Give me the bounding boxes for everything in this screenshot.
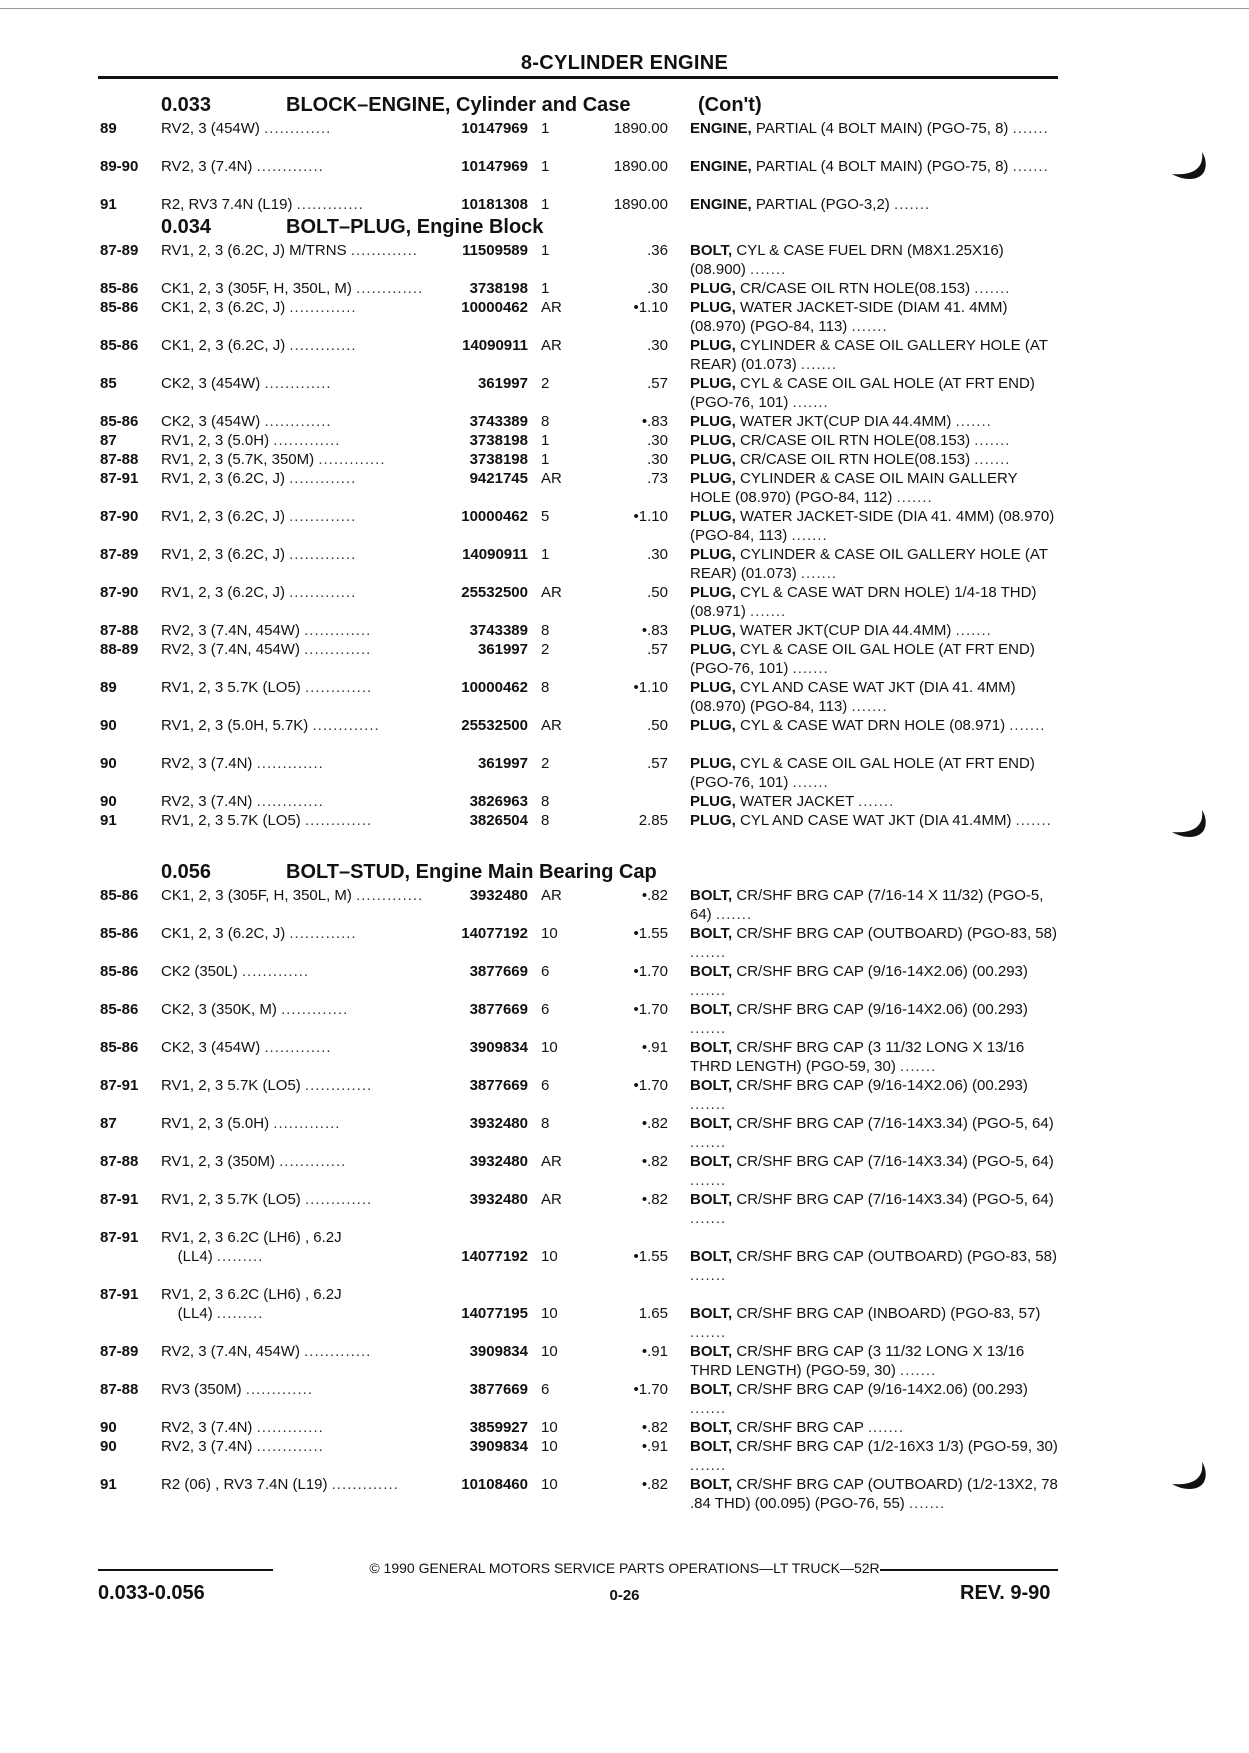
quantity: 1	[541, 158, 550, 175]
model-applicability: RV2, 3 (454W) .............	[161, 120, 332, 137]
part-number: 10000462	[461, 508, 528, 525]
year-range: 87-89	[100, 242, 139, 259]
part-description: BOLT, CR/SHF BRG CAP (9/16-14X2.06) (00.293) .......	[690, 1001, 1028, 1037]
part-number: 3743389	[469, 413, 528, 430]
part-description: PLUG, CR/CASE OIL RTN HOLE(08.153) .......	[690, 280, 1011, 297]
section-title: BLOCK–ENGINE, Cylinder and Case	[286, 94, 631, 116]
quantity: 2	[541, 375, 550, 392]
part-description: PLUG, WATER JKT(CUP DIA 44.4MM) .......	[690, 413, 992, 430]
table-row	[98, 119, 1058, 157]
year-range: 87-89	[100, 1343, 139, 1360]
table-row	[98, 374, 1058, 412]
section-title: BOLT–STUD, Engine Main Bearing Cap	[286, 861, 657, 883]
page-title: 8-CYLINDER ENGINE	[520, 52, 729, 74]
price: •.83	[641, 622, 668, 639]
model-applicability: RV3 (350M) .............	[161, 1381, 313, 1398]
part-description: BOLT, CR/SHF BRG CAP (7/16-14X3.34) (PGO-5, 64) .......	[690, 1153, 1054, 1189]
year-range: 87-88	[100, 451, 139, 468]
price: •1.70	[633, 963, 668, 980]
binder-clip-icon	[1168, 808, 1208, 842]
section-continued: (Con't)	[698, 94, 762, 116]
quantity: 1	[541, 120, 550, 137]
quantity: 10	[541, 1305, 558, 1322]
quantity: AR	[541, 470, 562, 487]
part-description: ENGINE, PARTIAL (4 BOLT MAIN) (PGO-75, 8) .......	[690, 158, 1049, 175]
model-applicability: RV1, 2, 3 6.2C (LH6) , 6.2J (LL4) .........	[161, 1229, 342, 1265]
section-number: 0.033	[161, 94, 212, 116]
price: 1.65	[638, 1305, 668, 1322]
model-applicability: RV1, 2, 3 (6.2C, J) .............	[161, 508, 357, 525]
quantity: AR	[541, 1153, 562, 1170]
quantity: 1	[541, 196, 550, 213]
table-row	[98, 1437, 1058, 1475]
year-range: 87-88	[100, 1153, 139, 1170]
year-range: 90	[100, 1438, 117, 1455]
quantity: AR	[541, 887, 562, 904]
year-range: 87	[100, 1115, 117, 1132]
part-number: 10000462	[461, 299, 528, 316]
part-number: 3932480	[469, 1115, 528, 1132]
table-row	[98, 1418, 1058, 1437]
model-applicability: R2 (06) , RV3 7.4N (L19) .............	[161, 1476, 399, 1493]
quantity: 10	[541, 1343, 558, 1360]
quantity: AR	[541, 337, 562, 354]
table-row	[98, 754, 1058, 792]
part-number: 25532500	[461, 717, 528, 734]
quantity: 6	[541, 963, 550, 980]
price: •.83	[641, 413, 668, 430]
part-description: BOLT, CR/SHF BRG CAP (9/16-14X2.06) (00.293) .......	[690, 1381, 1028, 1417]
quantity: 1	[541, 546, 550, 563]
part-number: 361997	[477, 755, 528, 772]
top-edge-rule	[0, 8, 1249, 9]
quantity: 10	[541, 1248, 558, 1265]
price: •.82	[641, 1153, 668, 1170]
price: .57	[647, 641, 668, 658]
price: •1.10	[633, 679, 668, 696]
quantity: 10	[541, 925, 558, 942]
quantity: 1	[541, 280, 550, 297]
table-row	[98, 1000, 1058, 1038]
year-range: 87-89	[100, 546, 139, 563]
part-number: 3932480	[469, 887, 528, 904]
section-heading	[98, 214, 1058, 241]
part-description: BOLT, CR/SHF BRG CAP (1/2-16X3 1/3) (PGO-59, 30) .......	[690, 1438, 1058, 1474]
price: •1.70	[633, 1077, 668, 1094]
quantity: 10	[541, 1438, 558, 1455]
table-row	[98, 1076, 1058, 1114]
table-row	[98, 1342, 1058, 1380]
year-range: 87-88	[100, 1381, 139, 1398]
model-applicability: CK1, 2, 3 (305F, H, 350L, M) .............	[161, 280, 424, 297]
part-number: 14090911	[462, 337, 528, 354]
year-range: 87-91	[100, 1077, 139, 1094]
model-applicability: CK2, 3 (454W) .............	[161, 375, 332, 392]
model-applicability: RV1, 2, 3 6.2C (LH6) , 6.2J (LL4) .........	[161, 1286, 342, 1322]
year-range: 87-91	[100, 470, 139, 487]
year-range: 85	[100, 375, 117, 392]
section-heading	[98, 859, 1058, 886]
model-applicability: CK1, 2, 3 (6.2C, J) .............	[161, 299, 357, 316]
part-description: PLUG, CYL & CASE OIL GAL HOLE (AT FRT END) (PGO-76, 101) .......	[690, 641, 1035, 677]
price: •.82	[641, 1191, 668, 1208]
quantity: 10	[541, 1039, 558, 1056]
part-description: PLUG, CR/CASE OIL RTN HOLE(08.153) .......	[690, 432, 1011, 449]
part-number: 14077195	[461, 1305, 528, 1322]
year-range: 87-90	[100, 508, 139, 525]
quantity: 2	[541, 755, 550, 772]
table-row	[98, 640, 1058, 678]
year-range: 85-86	[100, 1039, 139, 1056]
quantity: AR	[541, 1191, 562, 1208]
model-applicability: CK2, 3 (350K, M) .............	[161, 1001, 349, 1018]
year-range: 89	[100, 679, 117, 696]
price: .73	[647, 470, 668, 487]
quantity: 1	[541, 432, 550, 449]
quantity: 1	[541, 451, 550, 468]
model-applicability: RV1, 2, 3 (5.0H) .............	[161, 432, 341, 449]
part-description: PLUG, CYL AND CASE WAT JKT (DIA 41. 4MM) (08.970) (PGO-84, 113) .......	[690, 679, 1016, 715]
part-description: PLUG, CYL AND CASE WAT JKT (DIA 41.4MM) .......	[690, 812, 1052, 829]
footer-page-number: 0-26	[609, 1587, 640, 1604]
part-number: 3826504	[469, 812, 528, 829]
price: •1.70	[633, 1001, 668, 1018]
table-row	[98, 792, 1058, 811]
table-row	[98, 431, 1058, 450]
part-description: BOLT, CR/SHF BRG CAP (7/16-14X3.34) (PGO-5, 64) .......	[690, 1115, 1054, 1151]
table-row	[98, 469, 1058, 507]
price: •.82	[641, 1419, 668, 1436]
model-applicability: RV1, 2, 3 (350M) .............	[161, 1153, 347, 1170]
part-description: BOLT, CR/SHF BRG CAP (7/16-14X3.34) (PGO-5, 64) .......	[690, 1191, 1054, 1227]
quantity: 8	[541, 413, 550, 430]
part-number: 3877669	[469, 1001, 528, 1018]
quantity: 10	[541, 1476, 558, 1493]
year-range: 85-86	[100, 337, 139, 354]
part-number: 14077192	[461, 1248, 528, 1265]
part-description: BOLT, CR/SHF BRG CAP (OUTBOARD) (PGO-83, 58) .......	[690, 925, 1057, 961]
model-applicability: R2, RV3 7.4N (L19) .............	[161, 196, 364, 213]
model-applicability: RV1, 2, 3 (5.0H, 5.7K) .............	[161, 717, 380, 734]
model-applicability: RV1, 2, 3 (6.2C, J) M/TRNS .............	[161, 242, 418, 259]
part-description: PLUG, WATER JACKET .......	[690, 793, 895, 810]
table-row	[98, 962, 1058, 1000]
price: •.91	[641, 1438, 668, 1455]
price: •1.55	[633, 925, 668, 942]
year-range: 91	[100, 196, 117, 213]
model-applicability: RV2, 3 (7.4N) .............	[161, 158, 324, 175]
part-description: PLUG, CYL & CASE WAT DRN HOLE) 1/4-18 THD) (08.971) .......	[690, 584, 1037, 620]
part-description: BOLT, CR/SHF BRG CAP (INBOARD) (PGO-83, 57) .......	[690, 1305, 1041, 1341]
year-range: 85-86	[100, 280, 139, 297]
model-applicability: RV1, 2, 3 (6.2C, J) .............	[161, 546, 357, 563]
part-description: BOLT, CR/SHF BRG CAP .......	[690, 1419, 904, 1436]
quantity: 10	[541, 1419, 558, 1436]
section-number: 0.056	[161, 861, 212, 883]
section-title: BOLT–PLUG, Engine Block	[286, 216, 544, 238]
price: .30	[647, 546, 668, 563]
model-applicability: RV1, 2, 3 5.7K (LO5) .............	[161, 1191, 373, 1208]
price: •.82	[641, 887, 668, 904]
part-description: PLUG, CYLINDER & CASE OIL MAIN GALLERY HOLE (08.970) (PGO-84, 112) .......	[690, 470, 1018, 506]
part-number: 361997	[477, 641, 528, 658]
table-row	[98, 298, 1058, 336]
part-number: 3877669	[469, 1077, 528, 1094]
table-row	[98, 1114, 1058, 1152]
parts-listing	[98, 92, 1058, 1532]
table-row	[98, 1152, 1058, 1190]
part-description: BOLT, CR/SHF BRG CAP (3 11/32 LONG X 13/16 THRD LENGTH) (PGO-59, 30) .......	[690, 1039, 1025, 1075]
year-range: 91	[100, 1476, 117, 1493]
part-number: 3743389	[469, 622, 528, 639]
part-description: PLUG, CYL & CASE OIL GAL HOLE (AT FRT END) (PGO-76, 101) .......	[690, 375, 1035, 411]
part-number: 9421745	[469, 470, 528, 487]
year-range: 89-90	[100, 158, 139, 175]
part-description: PLUG, CYLINDER & CASE OIL GALLERY HOLE (AT REAR) (01.073) .......	[690, 546, 1048, 582]
year-range: 85-86	[100, 299, 139, 316]
table-row	[98, 1475, 1058, 1532]
price: •1.10	[633, 299, 668, 316]
quantity: 8	[541, 679, 550, 696]
table-row	[98, 621, 1058, 640]
price: •.91	[641, 1039, 668, 1056]
model-applicability: RV1, 2, 3 (5.7K, 350M) .............	[161, 451, 386, 468]
model-applicability: RV1, 2, 3 (6.2C, J) .............	[161, 584, 357, 601]
table-row	[98, 1190, 1058, 1228]
binder-clip-icon	[1168, 1460, 1208, 1494]
footer-copyright: © 1990 GENERAL MOTORS SERVICE PARTS OPERATIONS—LT TRUCK—52R	[369, 1560, 880, 1576]
part-number: 3909834	[469, 1343, 528, 1360]
year-range: 85-86	[100, 963, 139, 980]
quantity: 8	[541, 1115, 550, 1132]
model-applicability: RV1, 2, 3 5.7K (LO5) .............	[161, 679, 373, 696]
footer-revision: REV. 9-90	[960, 1582, 1051, 1604]
footer-section-range: 0.033-0.056	[98, 1582, 205, 1604]
model-applicability: CK1, 2, 3 (6.2C, J) .............	[161, 925, 357, 942]
part-number: 3738198	[469, 432, 528, 449]
quantity: AR	[541, 299, 562, 316]
price: •.82	[641, 1115, 668, 1132]
quantity: 6	[541, 1001, 550, 1018]
year-range: 87-88	[100, 622, 139, 639]
part-number: 14090911	[462, 546, 528, 563]
year-range: 87-91	[100, 1286, 139, 1303]
part-number: 10000462	[461, 679, 528, 696]
table-row	[98, 241, 1058, 279]
table-row	[98, 716, 1058, 754]
quantity: 8	[541, 812, 550, 829]
model-applicability: CK1, 2, 3 (6.2C, J) .............	[161, 337, 357, 354]
price: .30	[647, 280, 668, 297]
quantity: AR	[541, 717, 562, 734]
model-applicability: CK2, 3 (454W) .............	[161, 413, 332, 430]
price: .30	[647, 432, 668, 449]
table-row	[98, 1285, 1058, 1342]
part-number: 3859927	[469, 1419, 528, 1436]
part-number: 3909834	[469, 1039, 528, 1056]
price: •1.70	[633, 1381, 668, 1398]
table-row	[98, 1228, 1058, 1285]
part-number: 3877669	[469, 1381, 528, 1398]
year-range: 91	[100, 812, 117, 829]
table-row	[98, 336, 1058, 374]
quantity: 8	[541, 793, 550, 810]
quantity: 5	[541, 508, 550, 525]
table-row	[98, 450, 1058, 469]
table-row	[98, 507, 1058, 545]
price: 2.85	[638, 812, 668, 829]
part-description: ENGINE, PARTIAL (PGO-3,2) .......	[690, 196, 931, 213]
part-description: PLUG, WATER JKT(CUP DIA 44.4MM) .......	[690, 622, 992, 639]
price: 1890.00	[613, 196, 668, 213]
model-applicability: RV2, 3 (7.4N, 454W) .............	[161, 622, 372, 639]
part-description: PLUG, CR/CASE OIL RTN HOLE(08.153) .......	[690, 451, 1011, 468]
model-applicability: RV2, 3 (7.4N) .............	[161, 793, 324, 810]
price: .36	[647, 242, 668, 259]
model-applicability: RV2, 3 (7.4N, 454W) .............	[161, 641, 372, 658]
year-range: 90	[100, 793, 117, 810]
year-range: 85-86	[100, 413, 139, 430]
part-number: 10181308	[461, 196, 528, 213]
price: •1.10	[633, 508, 668, 525]
table-row	[98, 678, 1058, 716]
quantity: 1	[541, 242, 550, 259]
price: 1890.00	[613, 158, 668, 175]
table-row	[98, 157, 1058, 195]
table-row	[98, 811, 1058, 849]
part-number: 361997	[477, 375, 528, 392]
part-description: PLUG, WATER JACKET-SIDE (DIA 41. 4MM) (08.970) (PGO-84, 113) .......	[690, 508, 1055, 544]
year-range: 88-89	[100, 641, 139, 658]
model-applicability: RV2, 3 (7.4N) .............	[161, 1438, 324, 1455]
price: 1890.00	[613, 120, 668, 137]
model-applicability: RV1, 2, 3 5.7K (LO5) .............	[161, 812, 373, 829]
quantity: 2	[541, 641, 550, 658]
quantity: AR	[541, 584, 562, 601]
price: .57	[647, 375, 668, 392]
part-number: 14077192	[461, 925, 528, 942]
year-range: 85-86	[100, 887, 139, 904]
part-number: 3738198	[469, 451, 528, 468]
quantity: 6	[541, 1077, 550, 1094]
part-description: BOLT, CR/SHF BRG CAP (3 11/32 LONG X 13/16 THRD LENGTH) (PGO-59, 30) .......	[690, 1343, 1025, 1379]
table-row	[98, 1038, 1058, 1076]
part-description: PLUG, CYLINDER & CASE OIL GALLERY HOLE (AT REAR) (01.073) .......	[690, 337, 1048, 373]
year-range: 87-90	[100, 584, 139, 601]
price: .50	[647, 584, 668, 601]
table-row	[98, 1380, 1058, 1418]
quantity: 8	[541, 622, 550, 639]
model-applicability: RV2, 3 (7.4N) .............	[161, 1419, 324, 1436]
year-range: 90	[100, 755, 117, 772]
price: .30	[647, 337, 668, 354]
part-description: BOLT, CR/SHF BRG CAP (9/16-14X2.06) (00.293) .......	[690, 1077, 1028, 1113]
part-number: 25532500	[461, 584, 528, 601]
part-description: BOLT, CR/SHF BRG CAP (9/16-14X2.06) (00.293) .......	[690, 963, 1028, 999]
year-range: 90	[100, 717, 117, 734]
table-row	[98, 195, 1058, 214]
section-number: 0.034	[161, 216, 212, 238]
part-number: 3877669	[469, 963, 528, 980]
part-number: 10108460	[461, 1476, 528, 1493]
model-applicability: CK1, 2, 3 (305F, H, 350L, M) .............	[161, 887, 424, 904]
year-range: 85-86	[100, 925, 139, 942]
year-range: 90	[100, 1419, 117, 1436]
table-row	[98, 279, 1058, 298]
model-applicability: RV1, 2, 3 5.7K (LO5) .............	[161, 1077, 373, 1094]
section-heading	[98, 92, 1058, 119]
part-number: 10147969	[461, 158, 528, 175]
year-range: 89	[100, 120, 117, 137]
part-number: 3932480	[469, 1153, 528, 1170]
part-description: BOLT, CR/SHF BRG CAP (7/16-14 X 11/32) (PGO-5, 64) .......	[690, 887, 1044, 923]
part-number: 3738198	[469, 280, 528, 297]
year-range: 87	[100, 432, 117, 449]
model-applicability: CK2, 3 (454W) .............	[161, 1039, 332, 1056]
model-applicability: RV1, 2, 3 (5.0H) .............	[161, 1115, 341, 1132]
table-row	[98, 583, 1058, 621]
model-applicability: RV1, 2, 3 (6.2C, J) .............	[161, 470, 357, 487]
price: .30	[647, 451, 668, 468]
part-description: BOLT, CYL & CASE FUEL DRN (M8X1.25X16) (08.900) .......	[690, 242, 1004, 278]
binder-clip-icon	[1168, 150, 1208, 184]
price: .57	[647, 755, 668, 772]
year-range: 85-86	[100, 1001, 139, 1018]
price: •1.55	[633, 1248, 668, 1265]
part-description: ENGINE, PARTIAL (4 BOLT MAIN) (PGO-75, 8) .......	[690, 120, 1049, 137]
year-range: 87-91	[100, 1229, 139, 1246]
part-description: PLUG, WATER JACKET-SIDE (DIAM 41. 4MM) (08.970) (PGO-84, 113) .......	[690, 299, 1008, 335]
year-range: 87-91	[100, 1191, 139, 1208]
price: .50	[647, 717, 668, 734]
part-number: 3909834	[469, 1438, 528, 1455]
quantity: 6	[541, 1381, 550, 1398]
price: •.91	[641, 1343, 668, 1360]
table-row	[98, 886, 1058, 924]
table-row	[98, 924, 1058, 962]
part-number: 10147969	[461, 120, 528, 137]
model-applicability: RV2, 3 (7.4N, 454W) .............	[161, 1343, 372, 1360]
header-rule	[98, 76, 1058, 79]
model-applicability: CK2 (350L) .............	[161, 963, 310, 980]
part-description: PLUG, CYL & CASE WAT DRN HOLE (08.971) .......	[690, 717, 1046, 734]
part-description: PLUG, CYL & CASE OIL GAL HOLE (AT FRT END) (PGO-76, 101) .......	[690, 755, 1035, 791]
model-applicability: RV2, 3 (7.4N) .............	[161, 755, 324, 772]
part-number: 3932480	[469, 1191, 528, 1208]
table-row	[98, 412, 1058, 431]
part-description: BOLT, CR/SHF BRG CAP (OUTBOARD) (1/2-13X2, 78 .84 THD) (00.095) (PGO-76, 55) .......	[690, 1476, 1058, 1512]
price: •.82	[641, 1476, 668, 1493]
part-number: 3826963	[469, 793, 528, 810]
part-number: 11509589	[462, 242, 528, 259]
table-row	[98, 545, 1058, 583]
part-description: BOLT, CR/SHF BRG CAP (OUTBOARD) (PGO-83, 58) .......	[690, 1248, 1057, 1284]
